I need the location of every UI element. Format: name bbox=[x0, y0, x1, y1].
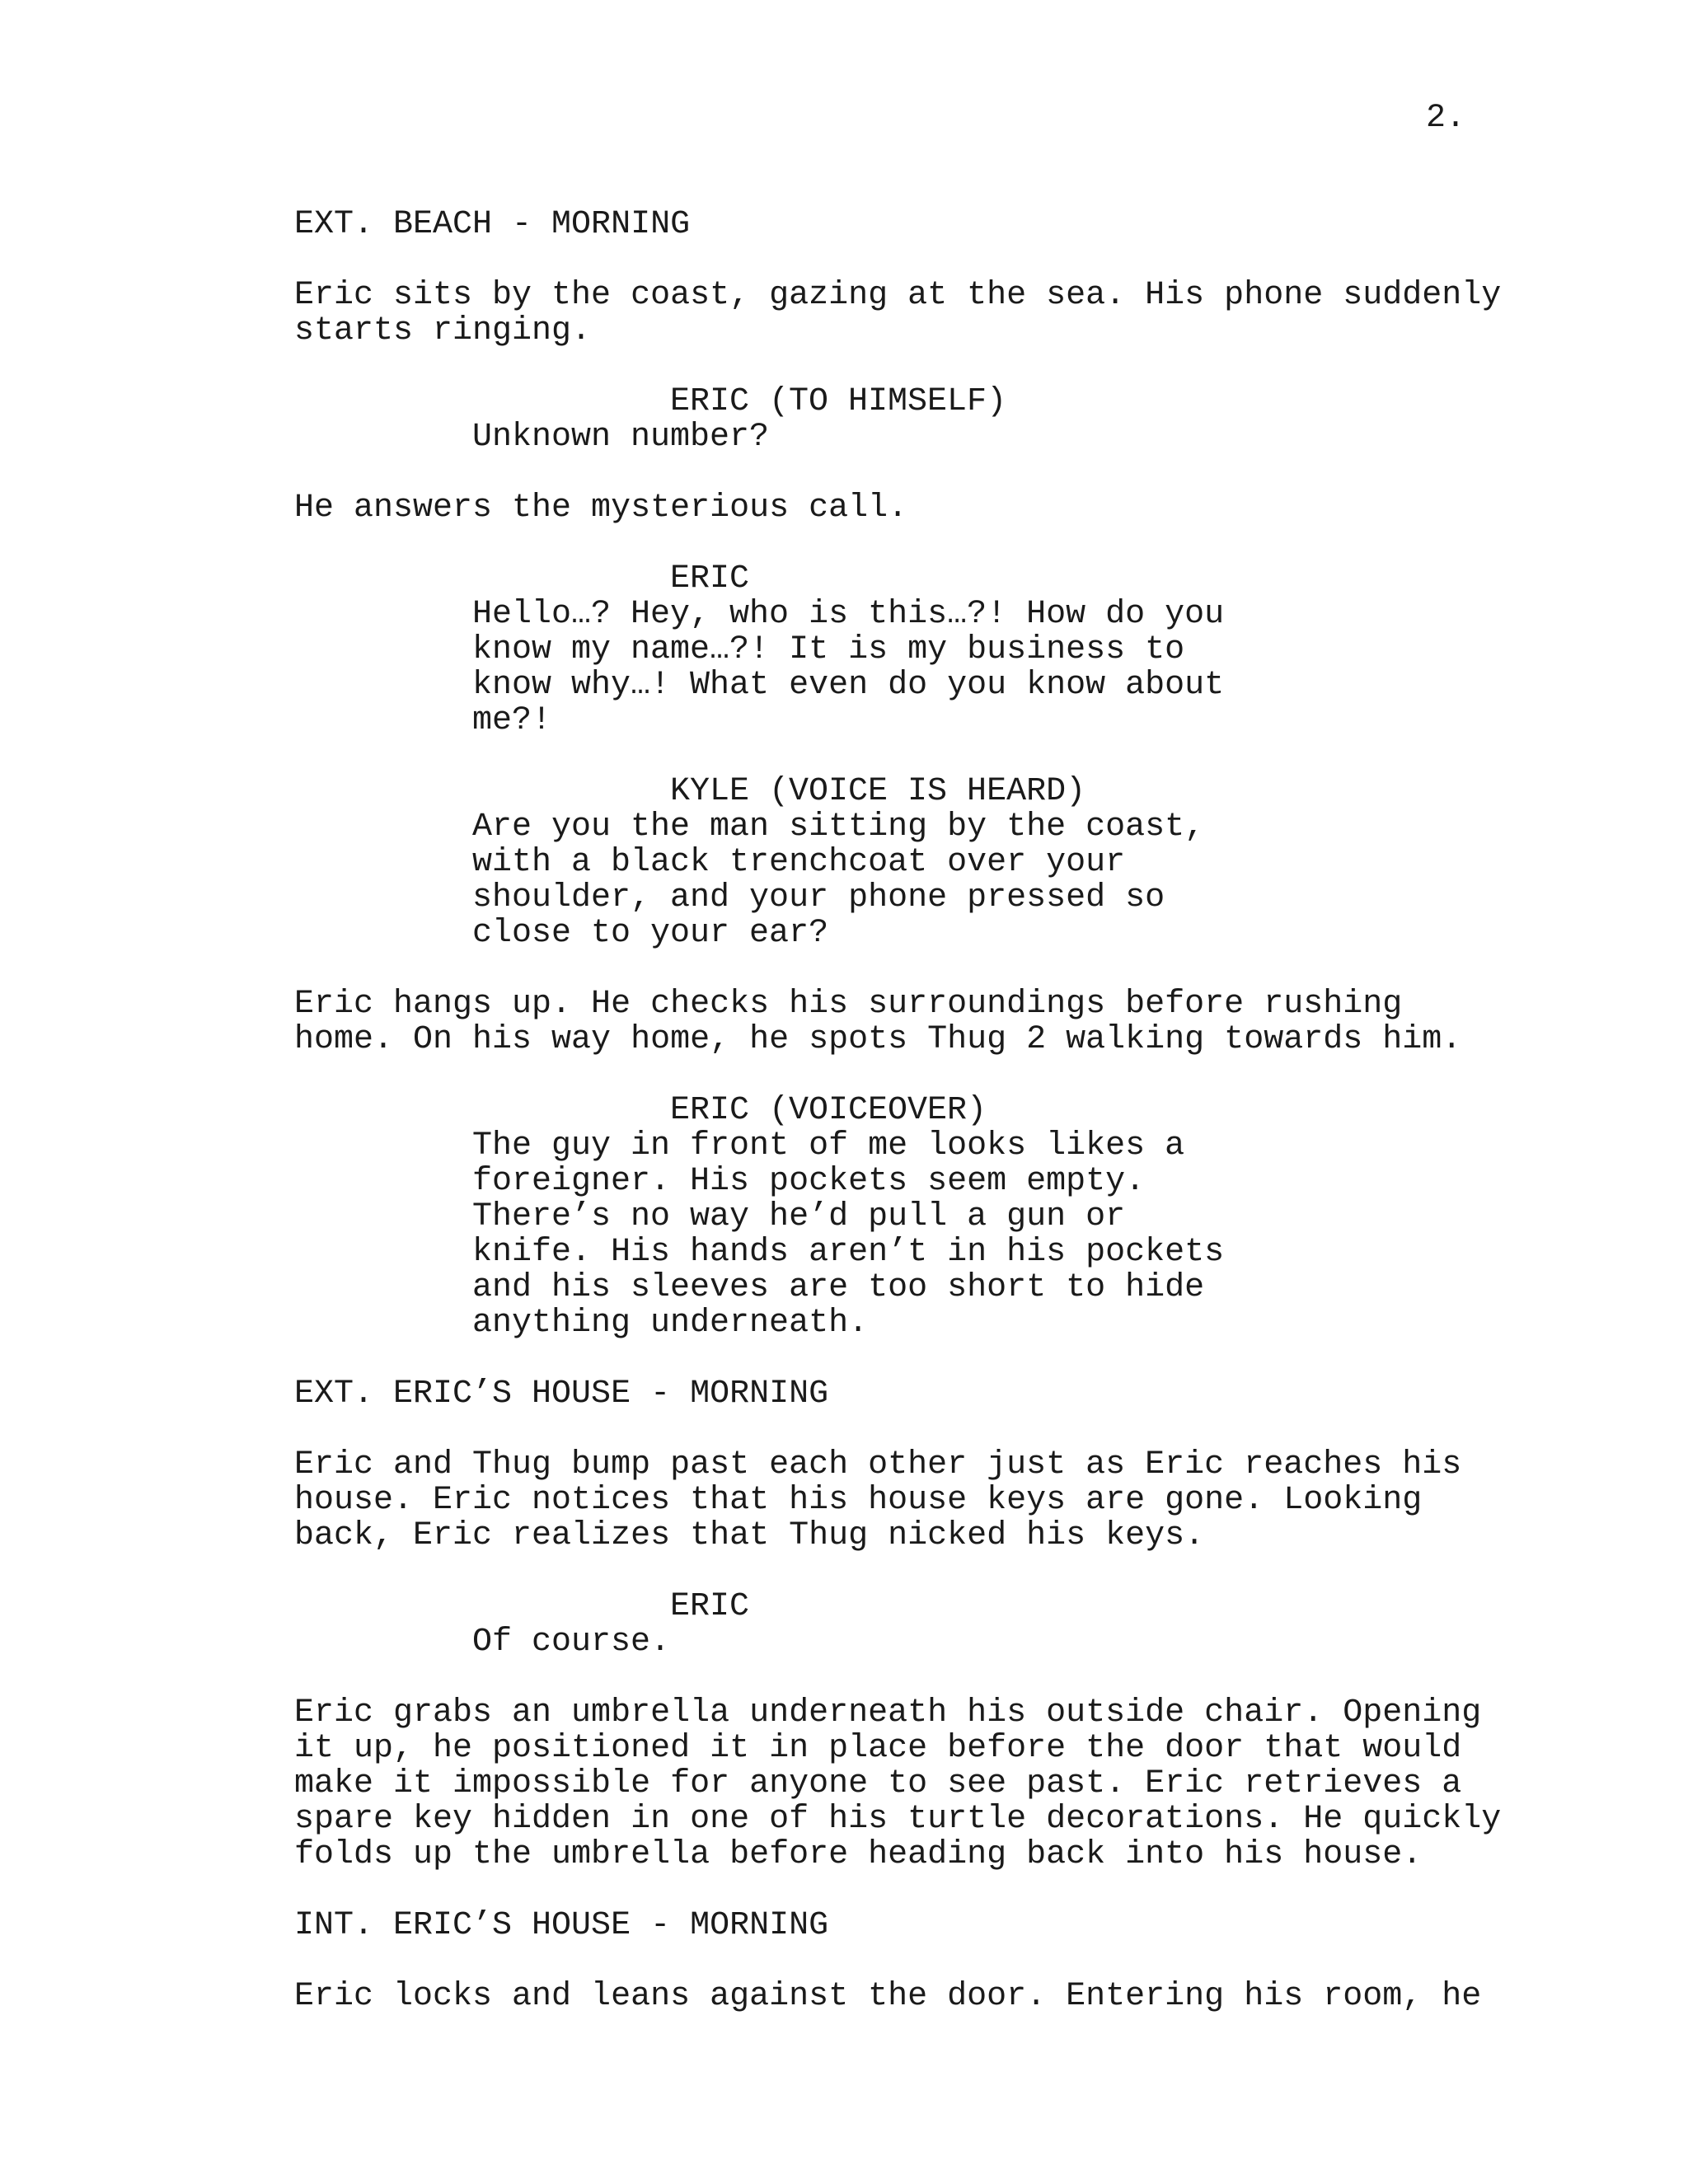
script-line: starts ringing. bbox=[294, 312, 592, 349]
action-block bbox=[294, 1979, 1547, 2014]
character-cue bbox=[294, 384, 1547, 419]
script-line: back, Eric realizes that Thug nicked his keys. bbox=[294, 1517, 1205, 1554]
script-line: ERIC (TO HIMSELF) bbox=[670, 383, 1007, 420]
action-block bbox=[294, 278, 1547, 349]
dialogue-block bbox=[294, 597, 1547, 738]
script-line: Of course. bbox=[472, 1624, 671, 1661]
script-line: know my name…?! It is my business to bbox=[472, 631, 1185, 668]
character-cue bbox=[294, 1589, 1547, 1624]
script-line: shoulder, and your phone pressed so bbox=[472, 879, 1165, 916]
blank-line bbox=[294, 455, 1547, 490]
script-body bbox=[294, 207, 1547, 2014]
script-line: knife. His hands aren’t in his pockets bbox=[472, 1234, 1225, 1271]
script-line: me?! bbox=[472, 702, 552, 739]
dialogue-block bbox=[294, 419, 1547, 455]
dialogue-block bbox=[294, 809, 1547, 951]
action-block bbox=[294, 490, 1547, 526]
scene-heading bbox=[294, 1908, 1547, 1943]
script-line: foreigner. His pockets seem empty. bbox=[472, 1163, 1146, 1200]
character-cue bbox=[294, 561, 1547, 597]
script-line: Hello…? Hey, who is this…?! How do you bbox=[472, 596, 1225, 633]
script-line: folds up the umbrella before heading back into his house. bbox=[294, 1836, 1423, 1873]
script-line: and his sleeves are too short to hide bbox=[472, 1269, 1205, 1306]
scene-heading bbox=[294, 207, 1547, 242]
script-line: Eric sits by the coast, gazing at the sea. His phone suddenly bbox=[294, 277, 1502, 314]
script-line: it up, he positioned it in place before the door that would bbox=[294, 1730, 1462, 1767]
script-line: Are you the man sitting by the coast, bbox=[472, 808, 1205, 846]
action-block bbox=[294, 1695, 1547, 1872]
script-line: Eric and Thug bump past each other just as Eric reaches his bbox=[294, 1446, 1462, 1483]
blank-line bbox=[294, 1943, 1547, 1979]
blank-line bbox=[294, 349, 1547, 384]
blank-line bbox=[294, 1341, 1547, 1376]
page-number: 2. bbox=[1426, 100, 1466, 137]
blank-line bbox=[294, 1660, 1547, 1695]
script-line: KYLE (VOICE IS HEARD) bbox=[670, 773, 1086, 810]
script-line: Eric hangs up. He checks his surroundings before rushing bbox=[294, 986, 1403, 1023]
script-line: EXT. ERIC’S HOUSE - MORNING bbox=[294, 1376, 829, 1413]
action-block bbox=[294, 1447, 1547, 1554]
blank-line bbox=[294, 242, 1547, 278]
script-line: The guy in front of me looks likes a bbox=[472, 1127, 1185, 1165]
blank-line bbox=[294, 1554, 1547, 1589]
script-line: Eric grabs an umbrella underneath his outside chair. Opening bbox=[294, 1694, 1482, 1732]
script-line: INT. ERIC’S HOUSE - MORNING bbox=[294, 1907, 829, 1944]
blank-line bbox=[294, 1872, 1547, 1908]
script-line: house. Eric notices that his house keys are gone. Looking bbox=[294, 1482, 1423, 1519]
script-line: ERIC bbox=[670, 1588, 750, 1625]
script-line: ERIC (VOICEOVER) bbox=[670, 1092, 987, 1129]
blank-line bbox=[294, 526, 1547, 561]
blank-line bbox=[294, 1412, 1547, 1447]
character-cue bbox=[294, 774, 1547, 809]
script-line: home. On his way home, he spots Thug 2 walking towards him. bbox=[294, 1021, 1462, 1058]
script-line: close to your ear? bbox=[472, 915, 829, 952]
script-line: anything underneath. bbox=[472, 1305, 869, 1342]
script-line: make it impossible for anyone to see past. Eric retrieves a bbox=[294, 1765, 1462, 1802]
script-line: EXT. BEACH - MORNING bbox=[294, 206, 691, 243]
blank-line bbox=[294, 738, 1547, 774]
script-line: He answers the mysterious call. bbox=[294, 490, 908, 527]
script-line: Unknown number? bbox=[472, 419, 770, 456]
script-line: spare key hidden in one of his turtle decorations. He quickly bbox=[294, 1801, 1502, 1838]
script-line: Eric locks and leans against the door. Entering his room, he bbox=[294, 1978, 1482, 2015]
action-block bbox=[294, 987, 1547, 1057]
script-line: know why…! What even do you know about bbox=[472, 667, 1225, 704]
script-line: with a black trenchcoat over your bbox=[472, 844, 1126, 881]
scene-heading bbox=[294, 1376, 1547, 1412]
script-line: There’s no way he’d pull a gun or bbox=[472, 1198, 1126, 1235]
dialogue-block bbox=[294, 1128, 1547, 1341]
blank-line bbox=[294, 951, 1547, 987]
script-line: ERIC bbox=[670, 560, 750, 598]
blank-line bbox=[294, 1057, 1547, 1093]
dialogue-block bbox=[294, 1624, 1547, 1660]
character-cue bbox=[294, 1093, 1547, 1128]
